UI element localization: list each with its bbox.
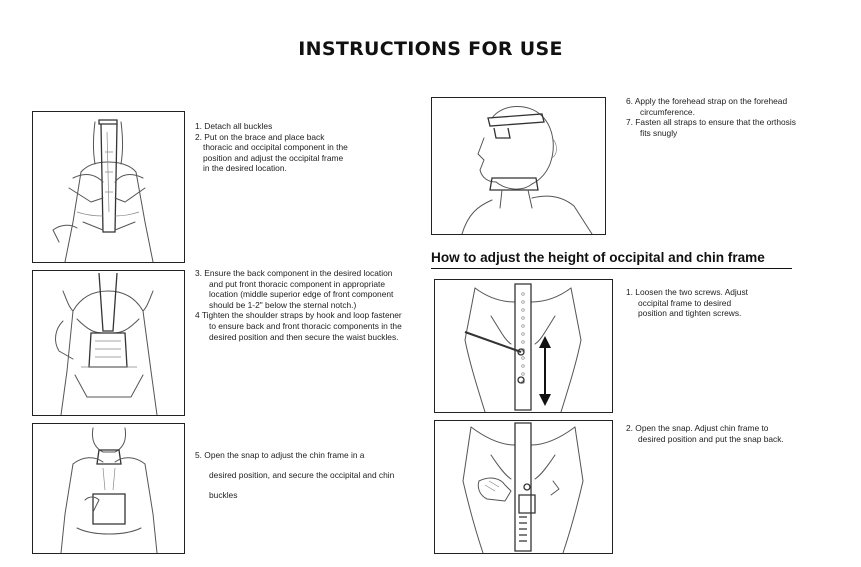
text-line: and put front thoracic component in appropriate <box>209 278 385 289</box>
text-line: to ensure back and front thoracic components in the <box>209 320 402 331</box>
text-line: circumference. <box>640 106 695 117</box>
step-forehead-strap <box>626 96 796 138</box>
text-line: 7. Fasten all straps to ensure that the orthosis <box>626 117 796 128</box>
text-line: desired position and then secure the waist buckles. <box>209 331 399 342</box>
text-line: 3. Ensure the back component in the desired location <box>195 268 393 278</box>
adjustment-holes <box>522 293 525 384</box>
text-line: should be 1-2" below the sternal notch.) <box>209 299 357 310</box>
step-chin-frame <box>195 445 394 505</box>
figure-chin-snap-adjust <box>434 420 613 554</box>
text-line: fits snugly <box>640 127 678 138</box>
text-line: 2. Put on the brace and place back <box>195 131 325 142</box>
height-arrow-icon <box>539 336 551 406</box>
front-view-brace-sketch <box>33 271 184 415</box>
text-line: in the desired location. <box>203 163 287 174</box>
figure-front-view <box>32 270 185 416</box>
text-line: 1. Loosen the two screws. Adjust <box>626 287 748 297</box>
text-line: thoracic and occipital component in the <box>203 142 348 153</box>
text-line: 5. Open the snap to adjust the chin frame in a <box>195 450 365 460</box>
adjust-step-snap <box>626 423 784 444</box>
text-line: 2. Open the snap. Adjust chin frame to <box>626 423 769 433</box>
text-line: 4 Tighten the shoulder straps by hook and loop fastener <box>195 310 402 321</box>
adjust-step-screws <box>626 287 748 319</box>
chin-snap-adjust-sketch <box>435 421 612 553</box>
text-line: position and tighten screws. <box>638 308 742 319</box>
figure-side-view <box>431 97 606 235</box>
section-heading-adjust-height: How to adjust the height of occipital and chin frame <box>431 250 765 265</box>
heading-underline <box>431 268 792 269</box>
figure-occipital-screws <box>434 279 613 413</box>
occipital-screws-sketch <box>435 280 612 412</box>
figure-chin-snap <box>32 423 185 554</box>
side-view-head-strap-sketch <box>432 98 605 234</box>
step-front-component-and-straps <box>195 268 402 342</box>
text-line: occipital frame to desired <box>638 297 732 308</box>
text-line: location (middle superior edge of front component <box>209 289 394 300</box>
back-view-brace-sketch <box>33 112 184 262</box>
step-detach-and-position <box>195 121 348 174</box>
page-title: INSTRUCTIONS FOR USE <box>298 38 563 60</box>
snap-teeth-icon <box>519 517 527 541</box>
text-line: 1. Detach all buckles <box>195 121 273 131</box>
text-line: desired position and put the snap back. <box>638 433 784 444</box>
text-line: buckles <box>209 490 238 500</box>
text-line: 6. Apply the forehead strap on the forehead <box>626 96 788 106</box>
chin-frame-snap-sketch <box>33 424 184 553</box>
figure-back-view <box>32 111 185 263</box>
text-line: desired position, and secure the occipital and chin <box>209 470 395 480</box>
text-line: position and adjust the occipital frame <box>203 152 344 163</box>
